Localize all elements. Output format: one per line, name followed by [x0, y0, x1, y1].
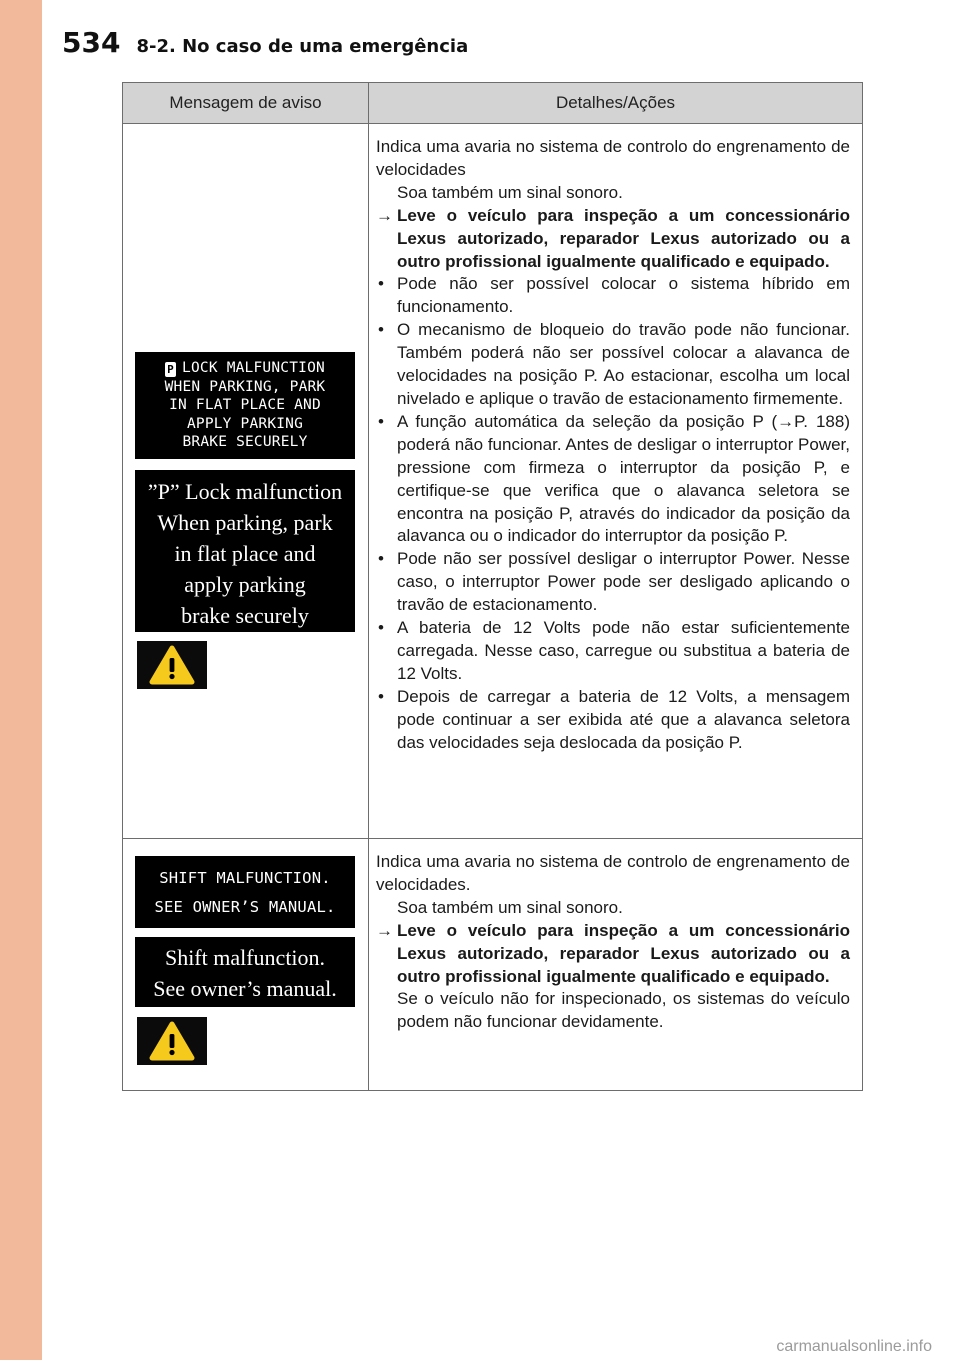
table-row: [123, 839, 863, 1091]
message-cell: [123, 124, 369, 839]
bullet-icon: •: [378, 411, 384, 431]
action-instruction: → Leve o veículo para inspeção a um concessionário Lexus autorizado, reparador Lexus autorizado ou a outro profissional igualmente qualificado e equipado.: [376, 920, 850, 989]
display-line: See owner’s manual.: [153, 976, 337, 1001]
warning-triangle-icon: [137, 641, 207, 689]
bullet-icon: •: [378, 320, 384, 340]
malfunction-description: Indica uma avaria no sistema de controlo do engrenamento de velocidades: [376, 137, 850, 179]
beep-note: Soa também um sinal sonoro.: [397, 897, 623, 917]
display-line: P LOCK MALFUNCTION: [135, 359, 355, 378]
arrow-icon: →: [376, 920, 393, 940]
list-item: • Pode não ser possível colocar o sistema híbrido em funcionamento.: [376, 273, 850, 319]
list-item: • Pode não ser possível desligar o interruptor Power. Nesse caso, o interruptor Power pode ser desligado aplicando o travão de estacionamento.: [376, 548, 850, 617]
display-line: apply parking: [184, 572, 306, 597]
table-row: [123, 124, 863, 839]
display-line: brake securely: [181, 603, 309, 628]
message-cell: [123, 839, 369, 1091]
details-cell: [369, 839, 863, 1091]
malfunction-description: Indica uma avaria no sistema de controlo de engrenamento de velocidades.: [376, 852, 850, 894]
bullet-icon: •: [378, 549, 384, 569]
color-display-message: [135, 470, 355, 632]
display-line: IN FLAT PLACE AND: [169, 397, 321, 413]
column-header-message: Mensagem de aviso: [123, 83, 369, 124]
display-line: BRAKE SECURELY: [182, 434, 308, 450]
list-item: • O mecanismo de bloqueio do travão pode não funcionar. Também poderá não ser possível colocar a alavanca de velocidades na posição P. Ao estacionar, escolha um local nivelado e aplique o travão de estacionamento firmemente.: [376, 319, 850, 411]
display-line: SEE OWNER’S MANUAL.: [154, 898, 336, 916]
display-line: in flat place and: [174, 541, 316, 566]
display-line: Shift malfunction.: [164, 945, 326, 970]
bullet-icon: •: [378, 274, 384, 294]
page-header: [62, 26, 468, 62]
warning-triangle-icon: [137, 1017, 207, 1065]
watermark-text: carmanualsonline.info: [776, 1338, 932, 1355]
list-item: • Depois de carregar a bateria de 12 Volts, a mensagem pode continuar a ser exibida até que a alavanca seletora das velocidades seja deslocada da posição P.: [376, 686, 850, 755]
bullet-icon: •: [378, 686, 384, 706]
column-header-details: Detalhes/Ações: [369, 83, 863, 124]
display-line: ”P” Lock malfunction: [147, 479, 343, 504]
color-display-message: [135, 937, 355, 1007]
display-line: When parking, park: [157, 510, 333, 535]
list-item: • A bateria de 12 Volts pode não estar suficientemente carregada. Nesse caso, carregue ou substitua a bateria de 12 Volts.: [376, 617, 850, 686]
display-line: SHIFT MALFUNCTION.: [159, 869, 331, 887]
notes-list: [376, 273, 850, 754]
action-instruction: → Leve o veículo para inspeção a um concessionário Lexus autorizado, reparador Lexus autorizado ou a outro profissional igualmente qualificado e equipado.: [376, 205, 850, 274]
list-item: • A função automática da seleção da posição P (→P. 188) poderá não funcionar. Antes de desligar o interruptor Power, pressione com firmeza o interruptor da posição P, e certifique-se que verifica que o alavanca seletora se encontra na posição P, através do indicador da posição da alavanca ou o indicador do interruptor da posição P.: [376, 411, 850, 548]
arrow-icon: →: [376, 205, 393, 225]
warning-message-table: [122, 82, 863, 1091]
table-header-row: [123, 83, 863, 124]
display-line: WHEN PARKING, PARK: [164, 378, 326, 395]
bullet-icon: •: [378, 618, 384, 638]
display-line: APPLY PARKING: [186, 415, 304, 432]
monochrome-display-message: [135, 856, 355, 928]
monochrome-display-message: [135, 352, 355, 459]
side-color-strip: [0, 0, 42, 1360]
page-number: 534: [62, 26, 121, 59]
details-cell: [369, 124, 863, 839]
p-lock-icon: P: [165, 362, 176, 377]
section-title: 8-2. No caso de uma emergência: [136, 36, 469, 57]
inspection-note: Se o veículo não for inspecionado, os sistemas do veículo podem não funcionar devidamente.: [397, 989, 850, 1032]
beep-note: Soa também um sinal sonoro.: [397, 182, 623, 202]
